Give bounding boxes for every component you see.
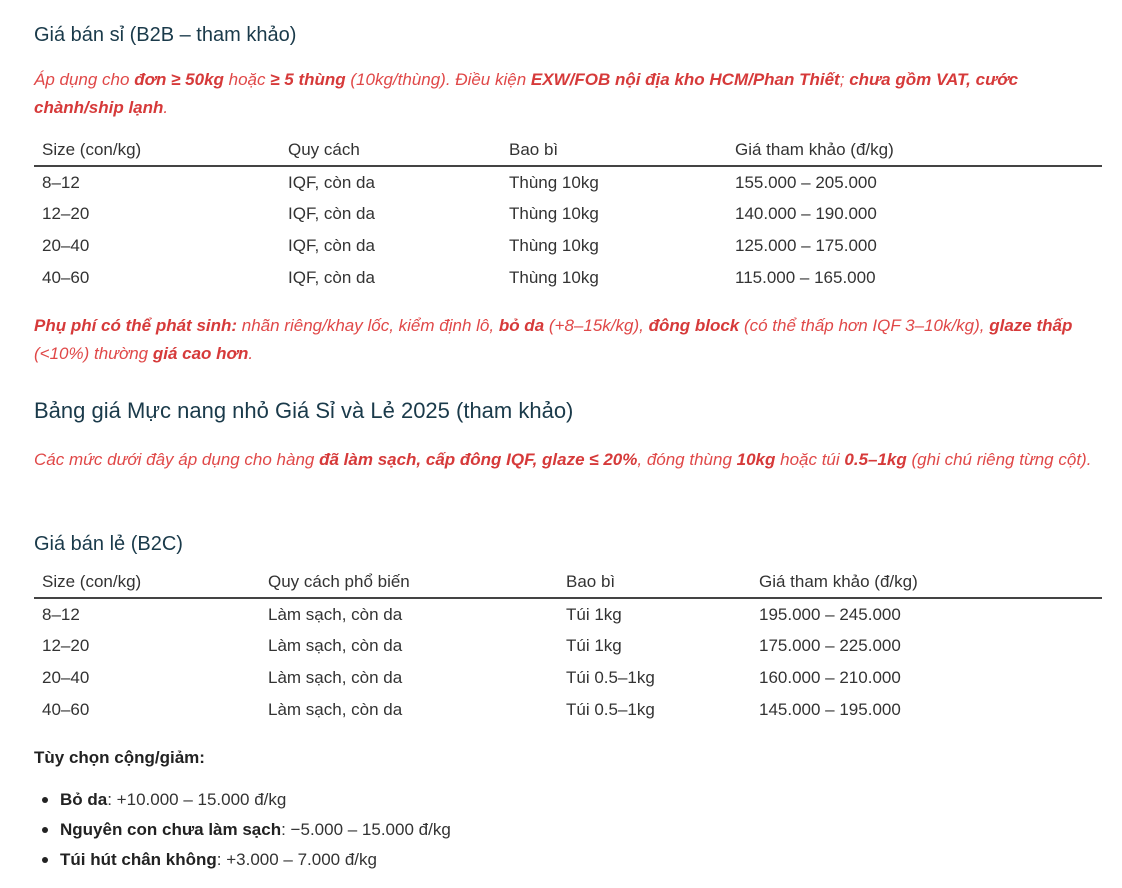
column-header-spec: Quy cách phổ biến [260, 567, 558, 598]
table-row [34, 230, 1102, 262]
cell-price: 160.000 – 210.000 [759, 668, 901, 687]
wholesale-heading: Giá bán sỉ (B2B – tham khảo) [34, 24, 297, 46]
table-row [34, 694, 1102, 726]
cell-spec: IQF, còn da [288, 204, 375, 223]
cell-packaging: Túi 1kg [566, 636, 622, 655]
cell-packaging: Túi 1kg [566, 604, 622, 624]
list-item [34, 815, 451, 845]
cell-packaging: Túi 0.5–1kg [566, 700, 655, 719]
cell-spec: IQF, còn da [288, 172, 375, 192]
cell-price: 175.000 – 225.000 [759, 636, 901, 655]
cell-packaging: Thùng 10kg [509, 268, 599, 287]
bullet-icon [42, 797, 48, 803]
surcharge-note: Phụ phí có thể phát sinh: nhãn riêng/khay lốc, kiểm định lô, bỏ da (+8–15k/kg), đông block (có thể thấp hơn IQF 3–10k/kg), glaze thấp (<10%) thường giá cao hơn. [34, 316, 1073, 363]
table-header-row [34, 567, 1102, 598]
table-row [34, 262, 1102, 294]
bullet-icon [42, 857, 48, 863]
cell-price: 155.000 – 205.000 [735, 172, 877, 192]
cell-packaging: Thùng 10kg [509, 236, 599, 255]
cell-packaging: Thùng 10kg [509, 204, 599, 223]
column-header-size: Size (con/kg) [34, 567, 260, 598]
cell-size: 12–20 [42, 636, 90, 655]
column-header-spec: Quy cách [280, 135, 501, 166]
table-row [34, 662, 1102, 694]
column-header-price: Giá tham khảo (đ/kg) [751, 567, 1102, 598]
bullet-icon [42, 827, 48, 833]
option-value: : +10.000 – 15.000 đ/kg [107, 790, 287, 809]
cell-size: 8–12 [42, 172, 80, 192]
cell-size: 8–12 [42, 604, 80, 624]
list-item [34, 845, 451, 875]
cell-size: 12–20 [42, 204, 90, 223]
option-label: Túi hút chân không [60, 850, 217, 869]
wholesale-price-table [34, 135, 1102, 294]
option-value: : −5.000 – 15.000 đ/kg [281, 820, 451, 839]
retail-price-table [34, 567, 1102, 726]
cell-spec: Làm sạch, còn da [268, 668, 403, 687]
cell-spec: Làm sạch, còn da [268, 700, 403, 719]
cell-price: 195.000 – 245.000 [759, 604, 901, 624]
table-row [34, 630, 1102, 662]
retail-heading: Giá bán lẻ (B2C) [34, 533, 183, 555]
options-title: Tùy chọn cộng/giảm: [34, 748, 205, 767]
cell-price: 125.000 – 175.000 [735, 236, 877, 255]
table-row [34, 198, 1102, 230]
options-list [34, 785, 451, 875]
cell-price: 145.000 – 195.000 [759, 700, 901, 719]
table-header-row [34, 135, 1102, 166]
pricelist-note: Các mức dưới đây áp dụng cho hàng đã làm sạch, cấp đông IQF, glaze ≤ 20%, đóng thùng 10kg hoặc túi 0.5–1kg (ghi chú riêng từng cột). [34, 450, 1092, 469]
cell-size: 20–40 [42, 668, 90, 687]
cell-size: 40–60 [42, 700, 90, 719]
cell-spec: IQF, còn da [288, 236, 375, 255]
pricelist-heading: Bảng giá Mực nang nhỏ Giá Sỉ và Lẻ 2025 (tham khảo) [34, 398, 574, 423]
list-item [34, 785, 451, 815]
column-header-packaging: Bao bì [501, 135, 727, 166]
option-label: Bỏ da [60, 790, 108, 809]
column-header-packaging: Bao bì [558, 567, 751, 598]
option-value: : +3.000 – 7.000 đ/kg [216, 850, 377, 869]
cell-packaging: Thùng 10kg [509, 172, 599, 192]
cell-spec: Làm sạch, còn da [268, 604, 403, 624]
column-header-price: Giá tham khảo (đ/kg) [727, 135, 1102, 166]
wholesale-note: Áp dụng cho đơn ≥ 50kg hoặc ≥ 5 thùng (10kg/thùng). Điều kiện EXW/FOB nội địa kho HCM/Phan Thiết; chưa gồm VAT, cước chành/ship lạnh. [34, 70, 1019, 117]
column-header-size: Size (con/kg) [34, 135, 280, 166]
cell-price: 115.000 – 165.000 [735, 268, 876, 287]
cell-spec: IQF, còn da [288, 268, 375, 287]
cell-size: 40–60 [42, 268, 90, 287]
option-label: Nguyên con chưa làm sạch [60, 820, 282, 839]
cell-spec: Làm sạch, còn da [268, 636, 403, 655]
cell-size: 20–40 [42, 236, 90, 255]
table-row [34, 598, 1102, 630]
cell-packaging: Túi 0.5–1kg [566, 668, 655, 687]
cell-price: 140.000 – 190.000 [735, 204, 877, 223]
table-row [34, 166, 1102, 198]
